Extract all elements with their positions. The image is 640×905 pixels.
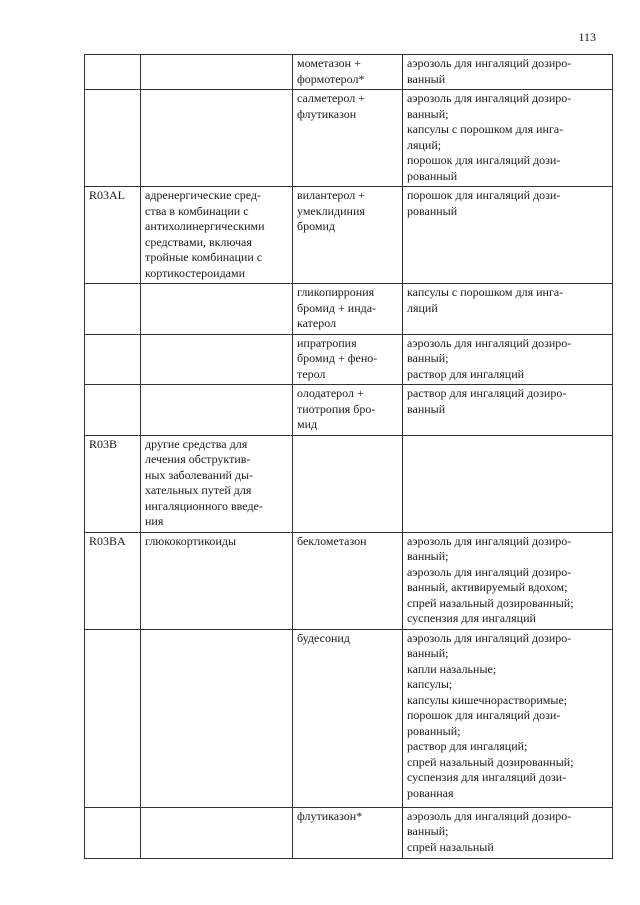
- table-row: [85, 435, 613, 532]
- table-row: [85, 334, 613, 385]
- dosage-forms-cell: [403, 334, 613, 385]
- drug-name-line: олодатерол +: [297, 386, 364, 400]
- dosage-forms-cell: [403, 385, 613, 436]
- table-body: [85, 55, 613, 859]
- drug-name-cell: [293, 334, 403, 385]
- atc-code-cell: [85, 334, 141, 385]
- drug-name-cell: [293, 629, 403, 807]
- dosage-forms-line: капсулы с порошком для инга-: [407, 285, 564, 299]
- drug-name-cell: [293, 532, 403, 629]
- drug-name-line: мометазон +: [297, 56, 361, 70]
- pharmacological-group-cell: [141, 90, 293, 187]
- table-row: [85, 284, 613, 335]
- atc-code-cell: [85, 55, 141, 90]
- dosage-forms-line: ляций: [407, 300, 438, 315]
- drug-name-cell: [293, 90, 403, 187]
- page-number: 113: [578, 30, 596, 44]
- dosage-forms-line: капсулы;: [407, 677, 453, 691]
- dosage-forms-line: ванный;: [407, 646, 449, 660]
- table-row: [85, 532, 613, 629]
- drug-name-cell: [293, 187, 403, 284]
- pharmacological-group-line: ингаляционного введе-: [145, 498, 263, 513]
- dosage-forms-cell: [403, 284, 613, 335]
- drug-name-line: мид: [297, 417, 318, 431]
- dosage-forms-cell: [403, 435, 613, 532]
- atc-code-cell: [85, 629, 141, 807]
- drug-name-cell: [293, 807, 403, 858]
- dosage-forms-line: ляций;: [407, 137, 442, 152]
- dosage-forms-cell: [403, 90, 613, 187]
- drug-name-line: салметерол +: [297, 91, 365, 105]
- pharmacological-group-line: ства в комбинации с: [145, 203, 249, 218]
- dosage-forms-line: раствор для ингаляций;: [407, 739, 528, 753]
- dosage-forms-line: капли назальные;: [407, 661, 497, 676]
- drug-name-cell: [293, 284, 403, 335]
- pharmacological-group-cell: [141, 385, 293, 436]
- dosage-forms-line: аэрозоль для ингаляций дозиро-: [407, 91, 572, 105]
- dosage-forms-line: рованный: [407, 168, 458, 183]
- drug-name-line: бромид + инда-: [297, 300, 377, 315]
- pharmacological-group-line: ных заболеваний ды-: [145, 467, 254, 482]
- pharmacological-group-cell: [141, 807, 293, 858]
- pharmacological-group-line: средствами, включая: [145, 234, 252, 249]
- dosage-forms-line: суспензия для ингаляций: [407, 611, 536, 625]
- pharmacological-group-cell: [141, 187, 293, 284]
- pharmacological-group-cell: [141, 284, 293, 335]
- atc-code-cell: [85, 90, 141, 187]
- dosage-forms-line: ванный;: [407, 106, 449, 121]
- dosage-forms-line: суспензия для ингаляций дози-: [407, 770, 567, 784]
- atc-code-cell: R03B: [85, 435, 141, 532]
- pharmacological-group-line: хательных путей для: [145, 483, 252, 497]
- atc-code-cell: [85, 385, 141, 436]
- pharmacological-group-line: кортикостероидами: [145, 265, 246, 280]
- dosage-forms-line: порошок для ингаляций дози-: [407, 188, 561, 202]
- pharmacological-group-line: адренергические сред-: [145, 188, 262, 202]
- dosage-forms-line: капсулы кишечнорастворимые;: [407, 692, 568, 707]
- dosage-forms-line: капсулы с порошком для инга-: [407, 122, 564, 136]
- drug-name-cell: [293, 385, 403, 436]
- drug-name-line: формотерол*: [297, 71, 365, 86]
- dosage-forms-line: аэрозоль для ингаляций дозиро-: [407, 630, 572, 645]
- pharmacological-group-line: антихолинергическими: [145, 219, 265, 233]
- pharmacological-group-line: глюкокортикоиды: [145, 533, 237, 548]
- atc-code-cell: [85, 807, 141, 858]
- dosage-forms-cell: [403, 629, 613, 807]
- drug-name-cell: [293, 435, 403, 532]
- pharmacological-group-line: тройные комбинации с: [145, 250, 263, 264]
- pharmacological-group-line: ния: [145, 514, 164, 528]
- atc-code-cell: R03BA: [85, 532, 141, 629]
- dosage-forms-line: спрей назальный дозированный;: [407, 595, 574, 610]
- drug-name-line: катерол: [297, 316, 337, 330]
- table-row: [85, 629, 613, 807]
- dosage-forms-line: порошок для ингаляций дози-: [407, 708, 561, 722]
- dosage-forms-line: рованная: [407, 785, 454, 800]
- drug-name-line: терол: [297, 366, 326, 381]
- pharmacological-group-cell: [141, 532, 293, 629]
- dosage-forms-line: аэрозоль для ингаляций дозиро-: [407, 808, 572, 823]
- dosage-forms-line: ванный;: [407, 549, 449, 563]
- table-row: [85, 807, 613, 858]
- drug-name-line: ипратропия: [297, 335, 357, 350]
- drug-name-line: тиотропия бро-: [297, 401, 376, 416]
- pharmacological-group-cell: [141, 55, 293, 90]
- dosage-forms-line: раствор для ингаляций: [407, 366, 525, 381]
- drug-name-line: умеклидиния: [297, 203, 365, 218]
- drug-name-line: бромид: [297, 219, 335, 233]
- dosage-forms-line: аэрозоль для ингаляций дозиро-: [407, 335, 572, 350]
- pharmacological-group-cell: [141, 334, 293, 385]
- dosage-forms-line: ванный;: [407, 351, 449, 365]
- drug-name-line: бромид + фено-: [297, 351, 378, 365]
- dosage-forms-line: ванный: [407, 401, 446, 416]
- table-row: [85, 187, 613, 284]
- table-row: [85, 90, 613, 187]
- dosage-forms-line: рованный: [407, 203, 458, 218]
- dosage-forms-line: аэрозоль для ингаляций дозиро-: [407, 56, 572, 70]
- pharmacological-group-cell: [141, 629, 293, 807]
- dosage-forms-line: спрей назальный дозированный;: [407, 754, 574, 769]
- dosage-forms-line: аэрозоль для ингаляций дозиро-: [407, 533, 572, 548]
- dosage-forms-line: раствор для ингаляций дозиро-: [407, 386, 567, 400]
- drug-name-cell: [293, 55, 403, 90]
- drug-name-line: флутиказон*: [297, 808, 363, 823]
- dosage-forms-cell: [403, 807, 613, 858]
- dosage-forms-line: ванный;: [407, 824, 449, 838]
- dosage-forms-line: спрей назальный: [407, 839, 494, 854]
- dosage-forms-line: порошок для ингаляций дози-: [407, 153, 561, 167]
- drug-name-line: будесонид: [297, 630, 350, 645]
- pharmacological-group-line: другие средства для: [145, 436, 248, 451]
- dosage-forms-line: ванный, активируемый вдохом;: [407, 580, 568, 594]
- dosage-forms-cell: [403, 187, 613, 284]
- atc-code-cell: R03AL: [85, 187, 141, 284]
- drug-name-line: беклометазон: [297, 533, 367, 548]
- dosage-forms-line: рованный;: [407, 723, 461, 738]
- dosage-forms-line: ванный: [407, 71, 446, 86]
- table-row: [85, 55, 613, 90]
- pharmacological-group-line: лечения обструктив-: [145, 452, 251, 466]
- drug-name-line: гликопиррония: [297, 285, 375, 299]
- pharmacological-group-cell: [141, 435, 293, 532]
- atc-code-cell: [85, 284, 141, 335]
- dosage-forms-cell: [403, 55, 613, 90]
- dosage-forms-line: аэрозоль для ингаляций дозиро-: [407, 564, 572, 579]
- drug-table: [84, 54, 613, 859]
- dosage-forms-cell: [403, 532, 613, 629]
- table-row: [85, 385, 613, 436]
- drug-name-line: флутиказон: [297, 106, 357, 121]
- drug-name-line: вилантерол +: [297, 188, 365, 202]
